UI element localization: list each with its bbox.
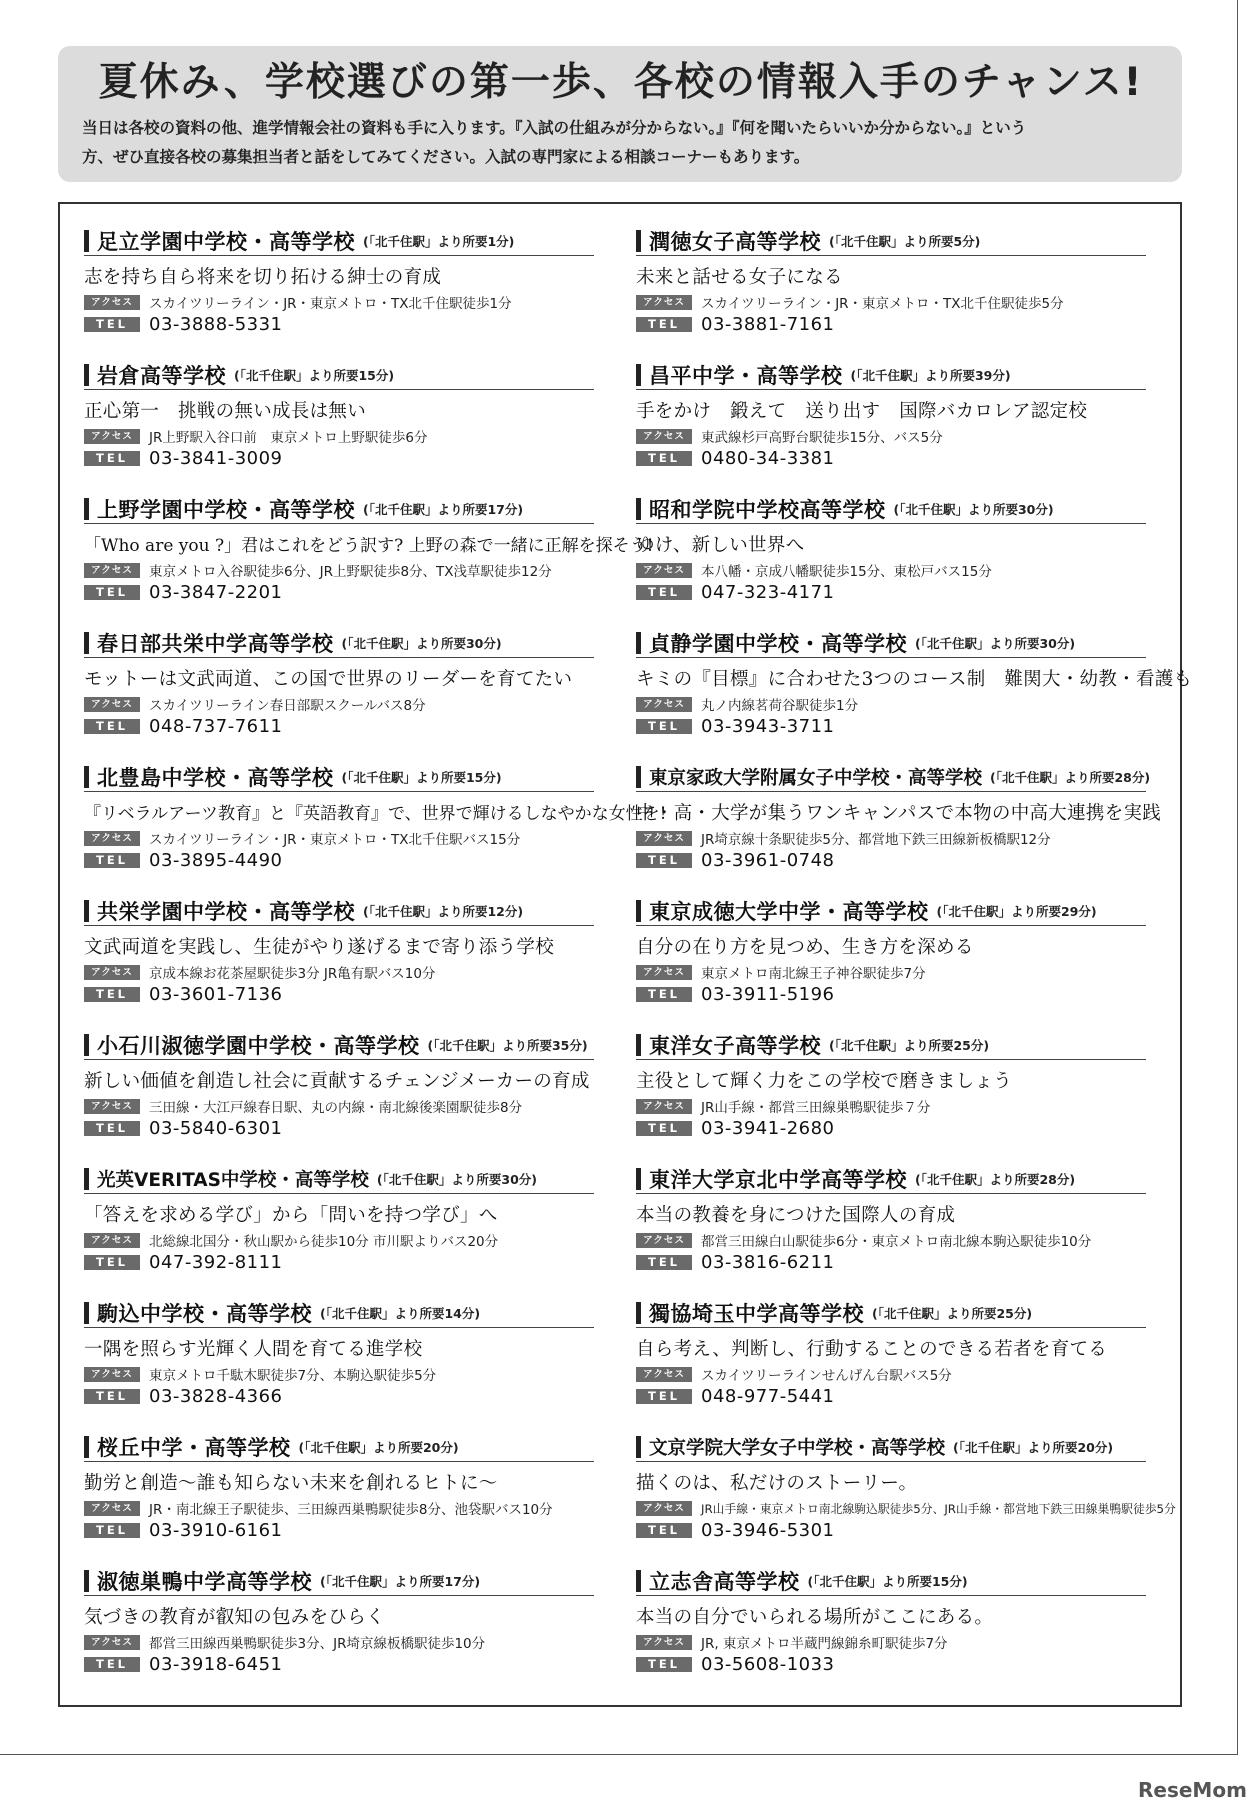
tel-number: 048-737-7611	[149, 715, 283, 737]
school-entry	[636, 1164, 1146, 1298]
tel-number: 03-3847-2201	[149, 581, 283, 603]
tel-label: TEL	[636, 451, 692, 466]
access-row	[84, 291, 594, 313]
intro-text-line-2: 方、ぜひ直接各校の募集担当者と話をしてみてください。入試の専門家による相談コーナーもあります。	[82, 148, 810, 166]
tel-label: TEL	[84, 1657, 140, 1672]
school-motto: 「Who are you ?」君はこれをどう訳す? 上野の森で一緒に正解を探そう!	[84, 536, 654, 556]
school-name: 駒込中学校・高等学校	[97, 1301, 312, 1326]
tel-label: TEL	[84, 317, 140, 332]
tel-number: 03-3918-6451	[149, 1653, 283, 1675]
school-name: 文京学院大学女子中学校・高等学校	[649, 1437, 946, 1459]
travel-time: (「北千住駅」より所要15分)	[234, 367, 395, 383]
tel-label: TEL	[636, 1523, 692, 1538]
tel-number: 047-323-4171	[701, 581, 835, 603]
school-name: 光英VERITAS中学校・高等学校	[97, 1169, 369, 1191]
tel-label: TEL	[636, 317, 692, 332]
access-info: スカイツリーライン・JR・東京メトロ・TX北千住駅徒歩5分	[701, 296, 1064, 312]
access-label: アクセス	[636, 697, 692, 712]
school-name: 淑徳巣鴨中学高等学校	[97, 1569, 312, 1594]
access-label: アクセス	[84, 295, 140, 310]
tel-label: TEL	[636, 987, 692, 1002]
access-row	[636, 827, 1146, 849]
access-label: アクセス	[84, 1367, 140, 1382]
school-entry	[636, 1298, 1146, 1432]
section-bar	[636, 1436, 641, 1458]
access-label: アクセス	[636, 1501, 692, 1516]
section-bar	[84, 364, 89, 386]
school-entry	[84, 494, 654, 628]
school-motto: 中・高・大学が集うワンキャンパスで本物の中高大連携を実践	[636, 803, 1162, 824]
school-name: 獨協埼玉中学高等学校	[649, 1301, 864, 1326]
school-name: 昭和学院中学校高等学校	[649, 497, 886, 522]
school-list	[58, 202, 1193, 1707]
school-header	[84, 1030, 594, 1060]
access-label: アクセス	[636, 965, 692, 980]
access-info: 丸ノ内線茗荷谷駅徒歩1分	[701, 698, 859, 714]
school-header	[84, 360, 594, 390]
tel-label: TEL	[636, 1389, 692, 1404]
school-header	[84, 1164, 594, 1194]
access-row	[84, 1095, 594, 1117]
access-label: アクセス	[636, 563, 692, 578]
tel-label: TEL	[84, 987, 140, 1002]
school-name: 東京成徳大学中学・高等学校	[649, 899, 929, 924]
tel-label: TEL	[636, 1255, 692, 1270]
school-header	[636, 762, 1151, 792]
school-name: 東洋女子高等学校	[649, 1033, 821, 1058]
access-label: アクセス	[84, 563, 140, 578]
intro-banner	[58, 46, 1182, 182]
school-name: 岩倉高等学校	[97, 363, 226, 388]
tel-number: 03-3961-0748	[701, 849, 835, 871]
access-row	[636, 559, 1146, 581]
school-entry	[84, 762, 667, 896]
access-info: 京成本線お花茶屋駅徒歩3分 JR亀有駅バス10分	[149, 966, 436, 982]
school-name: 東洋大学京北中学高等学校	[649, 1167, 907, 1192]
section-bar	[84, 1570, 89, 1592]
school-motto: 「答えを求める学び」から「問いを持つ学び」へ	[84, 1205, 498, 1226]
section-bar	[84, 766, 89, 788]
travel-time: (「北千住駅」より所要30分)	[341, 635, 502, 651]
school-name: 立志舎高等学校	[649, 1569, 800, 1594]
school-entry	[84, 896, 594, 1030]
school-motto: 手をかけ 鍛えて 送り出す 国際バカロレア認定校	[636, 401, 1088, 422]
access-info: スカイツリーライン・JR・東京メトロ・TX北千住駅徒歩1分	[149, 296, 512, 312]
access-info: JR, 東京メトロ半蔵門線錦糸町駅徒歩7分	[701, 1636, 948, 1652]
tel-row	[636, 1519, 1146, 1541]
access-label: アクセス	[636, 1099, 692, 1114]
access-row	[84, 961, 594, 983]
section-bar	[636, 498, 641, 520]
section-bar	[84, 230, 89, 252]
tel-number: 03-3841-3009	[149, 447, 283, 469]
access-row	[84, 1229, 594, 1251]
tel-row	[636, 715, 1146, 737]
school-header	[636, 226, 1146, 256]
school-motto: 一隅を照らす光輝く人間を育てる進学校	[84, 1339, 423, 1360]
tel-label: TEL	[84, 1523, 140, 1538]
school-entry	[84, 226, 594, 360]
access-label: アクセス	[84, 429, 140, 444]
tel-row	[636, 313, 1146, 335]
travel-time: (「北千住駅」より所要20分)	[953, 1439, 1114, 1455]
tel-number: 03-3946-5301	[701, 1519, 835, 1541]
access-row	[84, 1497, 594, 1519]
travel-time: (「北千住駅」より所要30分)	[376, 1171, 537, 1187]
tel-number: 03-3941-2680	[701, 1117, 835, 1139]
school-header	[84, 1298, 594, 1328]
school-header	[636, 628, 1146, 658]
tel-number: 03-3881-7161	[701, 313, 835, 335]
tel-row	[636, 849, 1146, 871]
tel-row	[636, 581, 1146, 603]
school-name: 上野学園中学校・高等学校	[97, 497, 355, 522]
access-info: スカイツリーラインせんげん台駅バス5分	[701, 1368, 952, 1384]
tel-row	[636, 1385, 1146, 1407]
school-entry	[84, 1164, 594, 1298]
school-name: 桜丘中学・高等学校	[97, 1435, 291, 1460]
school-header	[636, 1432, 1146, 1462]
school-header	[84, 1566, 594, 1596]
tel-number: 03-3911-5196	[701, 983, 835, 1005]
access-row	[636, 1095, 1146, 1117]
access-row	[636, 425, 1146, 447]
travel-time: (「北千住駅」より所要35分)	[427, 1037, 588, 1053]
access-label: アクセス	[636, 429, 692, 444]
school-name: 小石川淑徳学園中学校・高等学校	[97, 1033, 420, 1058]
access-row	[84, 1631, 594, 1653]
tel-number: 03-3828-4366	[149, 1385, 283, 1407]
tel-number: 03-3816-6211	[701, 1251, 835, 1273]
school-name: 昌平中学・高等学校	[649, 363, 843, 388]
access-row	[636, 1363, 1146, 1385]
access-info: 東京メトロ千駄木駅徒歩7分、本駒込駅徒歩5分	[149, 1368, 437, 1384]
access-row	[636, 1631, 1146, 1653]
school-column-left	[84, 226, 667, 1700]
tel-row	[636, 1653, 1146, 1675]
tel-row	[636, 447, 1146, 469]
school-motto: 本当の教養を身につけた国際人の育成	[636, 1205, 956, 1226]
access-row	[636, 693, 1146, 715]
access-info: JR山手線・都営三田線巣鴨駅徒歩７分	[701, 1100, 931, 1116]
section-bar	[84, 1168, 89, 1190]
access-label: アクセス	[636, 1635, 692, 1650]
section-bar	[84, 498, 89, 520]
travel-time: (「北千住駅」より所要30分)	[893, 501, 1054, 517]
school-name: 春日部共栄中学高等学校	[97, 631, 334, 656]
access-info: 東武線杉戸高野台駅徒歩15分、バス5分	[701, 430, 943, 446]
travel-time: (「北千住駅」より所要39分)	[850, 367, 1011, 383]
tel-row	[84, 983, 594, 1005]
school-name: 北豊島中学校・高等学校	[97, 765, 334, 790]
school-header	[84, 896, 594, 926]
school-motto: 勤労と創造〜誰も知らない未来を創れるヒトに〜	[84, 1473, 498, 1494]
access-label: アクセス	[84, 1099, 140, 1114]
school-motto: 未来と話せる女子になる	[636, 267, 843, 288]
tel-row	[636, 1117, 1146, 1139]
school-entry	[84, 628, 594, 762]
access-info: 東京メトロ入谷駅徒歩6分、JR上野駅徒歩8分、TX浅草駅徒歩12分	[149, 564, 552, 580]
tel-label: TEL	[84, 719, 140, 734]
school-header	[84, 762, 594, 792]
tel-row	[84, 1385, 594, 1407]
tel-row	[636, 983, 1146, 1005]
access-row	[84, 693, 594, 715]
school-entry	[84, 1298, 594, 1432]
school-motto: モットーは文武両道、この国で世界のリーダーを育てたい	[84, 669, 573, 690]
travel-time: (「北千住駅」より所要25分)	[829, 1037, 990, 1053]
school-name: 潤徳女子高等学校	[649, 229, 821, 254]
section-bar	[636, 1302, 641, 1324]
school-motto: 文武両道を実践し、生徒がやり遂げるまで寄り添う学校	[84, 937, 555, 958]
school-entry	[636, 762, 1162, 896]
tel-number: 03-3888-5331	[149, 313, 283, 335]
school-motto: 正心第一 挑戦の無い成長は無い	[84, 401, 367, 422]
school-motto: 主役として輝く力をこの学校で磨きましょう	[636, 1071, 1013, 1092]
school-column-right	[636, 226, 1193, 1700]
school-entry	[636, 628, 1193, 762]
school-name: 共栄学園中学校・高等学校	[97, 899, 355, 924]
tel-label: TEL	[636, 1121, 692, 1136]
school-header	[636, 494, 1146, 524]
tel-label: TEL	[84, 853, 140, 868]
section-bar	[636, 1034, 641, 1056]
school-header	[636, 1298, 1146, 1328]
school-motto: ゆけ、新しい世界へ	[636, 535, 805, 556]
section-bar	[636, 364, 641, 386]
tel-number: 03-5608-1033	[701, 1653, 835, 1675]
section-bar	[636, 900, 641, 922]
access-row	[84, 1363, 594, 1385]
school-name: 足立学園中学校・高等学校	[97, 229, 355, 254]
travel-time: (「北千住駅」より所要1分)	[363, 233, 515, 249]
section-bar	[84, 1034, 89, 1056]
school-entry	[636, 896, 1146, 1030]
access-info: JR山手線・東京メトロ南北線駒込駅徒歩5分、JR山手線・都営地下鉄三田線巣鴨駅徒歩5分	[701, 1501, 1176, 1516]
travel-time: (「北千住駅」より所要25分)	[872, 1305, 1033, 1321]
tel-row	[84, 1251, 594, 1273]
tel-label: TEL	[636, 853, 692, 868]
section-bar	[84, 1436, 89, 1458]
tel-label: TEL	[84, 451, 140, 466]
school-entry	[636, 1432, 1176, 1566]
school-entry	[84, 1432, 594, 1566]
access-label: アクセス	[636, 1367, 692, 1382]
tel-row	[84, 313, 594, 335]
travel-time: (「北千住駅」より所要30分)	[915, 635, 1076, 651]
school-name: 東京家政大学附属女子中学校・高等学校	[649, 767, 983, 789]
tel-number: 0480-34-3381	[701, 447, 835, 469]
publisher-logo: ReseMom	[1138, 1778, 1247, 1802]
tel-number: 048-977-5441	[701, 1385, 835, 1407]
school-name: 貞静学園中学校・高等学校	[649, 631, 907, 656]
section-bar	[636, 632, 641, 654]
school-motto: 本当の自分でいられる場所がここにある。	[636, 1607, 994, 1628]
school-header	[636, 1566, 1146, 1596]
access-label: アクセス	[636, 1233, 692, 1248]
section-bar	[636, 766, 641, 788]
access-info: 東京メトロ南北線王子神谷駅徒歩7分	[701, 966, 926, 982]
school-motto: 『リベラルアーツ教育』と『英語教育』で、世界で輝けるしなやかな女性を!	[84, 804, 667, 824]
access-row	[636, 1497, 1176, 1519]
school-entry	[636, 494, 1146, 628]
tel-number: 03-3895-4490	[149, 849, 283, 871]
access-label: アクセス	[84, 1501, 140, 1516]
access-info: スカイツリーライン・JR・東京メトロ・TX北千住駅バス15分	[149, 832, 521, 848]
tel-number: 03-3910-6161	[149, 1519, 283, 1541]
access-row	[84, 827, 594, 849]
school-motto: 新しい価値を創造し社会に貢献するチェンジメーカーの育成	[84, 1071, 590, 1092]
access-label: アクセス	[84, 697, 140, 712]
school-motto: 自分の在り方を見つめ、生き方を深める	[636, 937, 974, 958]
access-info: スカイツリーライン春日部駅スクールバス8分	[149, 698, 426, 714]
travel-time: (「北千住駅」より所要28分)	[915, 1171, 1076, 1187]
school-entry	[636, 226, 1146, 360]
school-motto: 志を持ち自ら将来を切り拓ける紳士の育成	[84, 267, 442, 288]
access-label: アクセス	[84, 965, 140, 980]
school-entry	[636, 1030, 1146, 1164]
tel-label: TEL	[636, 1657, 692, 1672]
tel-number: 03-3601-7136	[149, 983, 283, 1005]
section-bar	[636, 1168, 641, 1190]
travel-time: (「北千住駅」より所要5分)	[829, 233, 981, 249]
school-motto: 自ら考え、判断し、行動することのできる若者を育てる	[636, 1339, 1108, 1360]
section-bar	[636, 1570, 641, 1592]
access-info: 都営三田線西巣鴨駅徒歩3分、JR埼京線板橋駅徒歩10分	[149, 1636, 486, 1652]
school-entry	[84, 1566, 594, 1700]
travel-time: (「北千住駅」より所要20分)	[298, 1439, 459, 1455]
school-header	[636, 1164, 1146, 1194]
access-row	[636, 291, 1146, 313]
school-header	[636, 1030, 1146, 1060]
tel-label: TEL	[84, 1389, 140, 1404]
access-row	[636, 1229, 1146, 1251]
tel-label: TEL	[84, 1121, 140, 1136]
school-entry	[636, 360, 1146, 494]
school-header	[636, 360, 1146, 390]
travel-time: (「北千住駅」より所要14分)	[320, 1305, 481, 1321]
access-label: アクセス	[636, 831, 692, 846]
travel-time: (「北千住駅」より所要28分)	[990, 769, 1151, 785]
school-header	[636, 896, 1146, 926]
tel-row	[84, 849, 594, 871]
access-info: 三田線・大江戸線春日駅、丸の内線・南北線後楽園駅徒歩8分	[149, 1100, 523, 1116]
tel-number: 03-3943-3711	[701, 715, 835, 737]
access-row	[84, 425, 594, 447]
school-motto: 描くのは、私だけのストーリー。	[636, 1473, 918, 1494]
access-info: 北総線北国分・秋山駅から徒歩10分 市川駅よりバス20分	[149, 1234, 499, 1250]
intro-text-line-1: 当日は各校の資料の他、進学情報会社の資料も手に入ります。『入試の仕組みが分からない。』『何を聞いたらいいか分からない。』という	[82, 119, 1027, 137]
travel-time: (「北千住駅」より所要17分)	[320, 1573, 481, 1589]
travel-time: (「北千住駅」より所要15分)	[807, 1573, 968, 1589]
section-bar	[84, 632, 89, 654]
tel-row	[84, 1519, 594, 1541]
tel-row	[84, 715, 594, 737]
access-info: 都営三田線白山駅徒歩6分・東京メトロ南北線本駒込駅徒歩10分	[701, 1234, 1092, 1250]
tel-label: TEL	[84, 585, 140, 600]
access-row	[84, 559, 594, 581]
school-motto: キミの『目標』に合わせた3つのコース制 難関大・幼教・看護も	[636, 669, 1193, 690]
tel-number: 047-392-8111	[149, 1251, 283, 1273]
school-motto: 気づきの教育が叡知の包みをひらく	[84, 1607, 385, 1628]
travel-time: (「北千住駅」より所要15分)	[341, 769, 502, 785]
travel-time: (「北千住駅」より所要29分)	[936, 903, 1097, 919]
tel-label: TEL	[636, 719, 692, 734]
access-label: アクセス	[84, 831, 140, 846]
school-entry	[636, 1566, 1146, 1700]
school-header	[84, 226, 594, 256]
access-info: JR・南北線王子駅徒歩、三田線西巣鴨駅徒歩8分、池袋駅バス10分	[149, 1502, 553, 1518]
school-entry	[84, 1030, 594, 1164]
tel-label: TEL	[84, 1255, 140, 1270]
access-info: JR埼京線十条駅徒歩5分、都営地下鉄三田線新板橋駅12分	[701, 832, 1051, 848]
school-entry	[84, 360, 594, 494]
tel-number: 03-5840-6301	[149, 1117, 283, 1139]
tel-row	[636, 1251, 1146, 1273]
tel-label: TEL	[636, 585, 692, 600]
tel-row	[84, 581, 594, 603]
school-header	[84, 494, 594, 524]
access-label: アクセス	[84, 1233, 140, 1248]
section-bar	[636, 230, 641, 252]
section-bar	[84, 900, 89, 922]
section-bar	[84, 1302, 89, 1324]
access-info: JR上野駅入谷口前 東京メトロ上野駅徒歩6分	[149, 430, 428, 446]
travel-time: (「北千住駅」より所要17分)	[363, 501, 524, 517]
access-label: アクセス	[636, 295, 692, 310]
tel-row	[84, 1117, 594, 1139]
access-label: アクセス	[84, 1635, 140, 1650]
travel-time: (「北千住駅」より所要12分)	[363, 903, 524, 919]
school-header	[84, 628, 594, 658]
tel-row	[84, 447, 594, 469]
access-row	[636, 961, 1146, 983]
school-header	[84, 1432, 594, 1462]
tel-row	[84, 1653, 594, 1675]
page-title: 夏休み、学校選びの第一歩、各校の情報入手のチャンス!	[98, 60, 1144, 105]
access-info: 本八幡・京成八幡駅徒歩15分、東松戸バス15分	[701, 564, 992, 580]
